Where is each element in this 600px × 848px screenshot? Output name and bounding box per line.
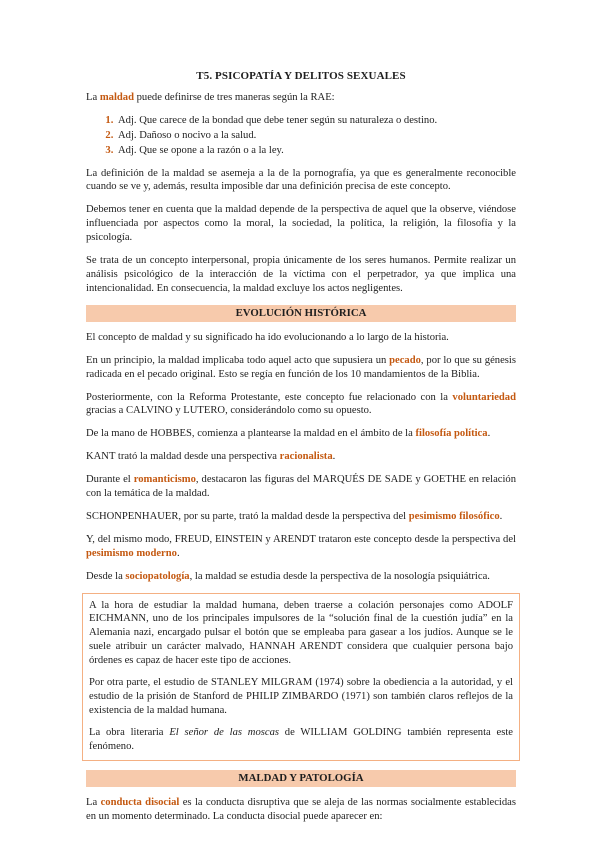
history-paragraph: Desde la sociopatología, la maldad se estudia desde la perspectiva de la nosología psiquiátrica. [86, 570, 490, 582]
callout-paragraph: La obra literaria El señor de las moscas de WILLIAM GOLDING también representa este fenómeno. [89, 726, 513, 752]
document-body [86, 70, 516, 832]
keyword-pesimismo-filosofico: pesimismo filosófico [408, 510, 500, 522]
keyword-romanticismo: romanticismo [133, 474, 196, 486]
callout-paragraph: A la hora de estudiar la maldad humana, deben traerse a colación personajes como ADOLF EICHMANN, uno de los principales impulsores de la “solución final de la cuestión judía” en la Alemania nazi, encargado pulsar el botón que se empleaba para gasear a los judíos. Aunque se le suele atribuir un carácter malvado, HANNAH ARENDT considera que cualquier persona bajo órdenes es capaz de hacer este tipo de acciones. [89, 599, 513, 667]
history-paragraph: Durante el romanticismo, destacaron las figuras del MARQUÉS DE SADE y GOETHE en relación con la temática de la maldad. [86, 474, 517, 500]
paragraph-interpersonal: Se trata de un concepto interpersonal, propia únicamente de los seres humanos. Permite realizar un análisis psicológico de la interacción de la víctima con el perpetrador, ya que implica una intencionalidad. En consecuencia, la maldad excluye los actos negligentes. [86, 255, 516, 294]
definition-list [86, 114, 516, 158]
definition-item: 1. Adj. Que carece de la bondad que debe tener según su naturaleza o destino. [116, 114, 516, 128]
keyword-conducta-disocial: conducta disocial [100, 796, 180, 808]
book-title: El señor de las moscas [169, 726, 279, 738]
keyword-racionalista: racionalista [279, 451, 333, 463]
section-heading-patologia: MALDAD Y PATOLOGÍA [86, 770, 516, 787]
page-title: T5. PSICOPATÍA Y DELITOS SEXUALES [196, 70, 406, 82]
keyword-filosofia-politica: filosofía política [415, 428, 488, 440]
intro-paragraph: La maldad puede definirse de tres maneras según la RAE: [86, 91, 335, 103]
history-paragraph: KANT trató la maldad desde una perspectiva racionalista. [86, 451, 336, 463]
history-paragraph: El concepto de maldad y su significado ha ido evolucionando a lo largo de la historia. [86, 331, 449, 343]
history-paragraph: De la mano de HOBBES, comienza a plantearse la maldad en el ámbito de la filosofía política. [86, 428, 491, 440]
keyword-sociopatologia: sociopatología [125, 570, 190, 582]
pathology-paragraph: La conducta disocial es la conducta disruptiva que se aleja de las normas socialmente establecidas en un momento determinado. La conducta disocial puede aparecer en: [86, 796, 516, 822]
section-heading-evolucion: EVOLUCIÓN HISTÓRICA [86, 305, 516, 322]
keyword-pesimismo-moderno: pesimismo moderno [86, 547, 177, 559]
history-paragraph: SCHONPENHAUER, por su parte, trató la maldad desde la perspectiva del pesimismo filosófico. [86, 510, 503, 522]
history-paragraph: En un principio, la maldad implicaba todo aquel acto que supusiera un pecado, por lo que su génesis radicada en el pecado original. Esto se regía en función de los 10 mandamientos de la Biblia. [86, 354, 516, 380]
paragraph-perspective: Debemos tener en cuenta que la maldad depende de la perspectiva de aquel que la observe, viéndose influenciada por aspectos como la moral, la sociedad, la política, la religión, la filosofía y la psicología. [86, 204, 516, 244]
history-paragraph: Posteriormente, con la Reforma Protestante, este concepto fue relacionado con la voluntariedad gracias a CALVINO y LUTERO, considerándolo como su opuesto. [86, 391, 516, 417]
history-paragraph: Y, del mismo modo, FREUD, EINSTEIN y ARENDT trataron este concepto desde la perspectiva del pesimismo moderno. [86, 533, 516, 559]
definition-item: 3. Adj. Que se opone a la razón o a la ley. [116, 144, 516, 158]
keyword-pecado: pecado [389, 354, 421, 366]
callout-box [82, 593, 520, 761]
callout-paragraph: Por otra parte, el estudio de STANLEY MILGRAM (1974) sobre la obediencia a la autoridad, y el estudio de la prisión de Stanford de PHILIP ZIMBARDO (1971) son también claros reflejos de la existencia de la maldad humana. [89, 677, 513, 716]
paragraph-definition: La definición de la maldad se asemeja a la de la pornografía, ya que es generalmente reconocible cuando se ve y, además, resulta imposible dar una definición precisa de este concepto. [86, 167, 516, 193]
keyword-maldad: maldad [99, 91, 134, 103]
definition-item: 2. Adj. Dañoso o nocivo a la salud. [116, 129, 516, 143]
keyword-voluntariedad: voluntariedad [452, 391, 516, 403]
